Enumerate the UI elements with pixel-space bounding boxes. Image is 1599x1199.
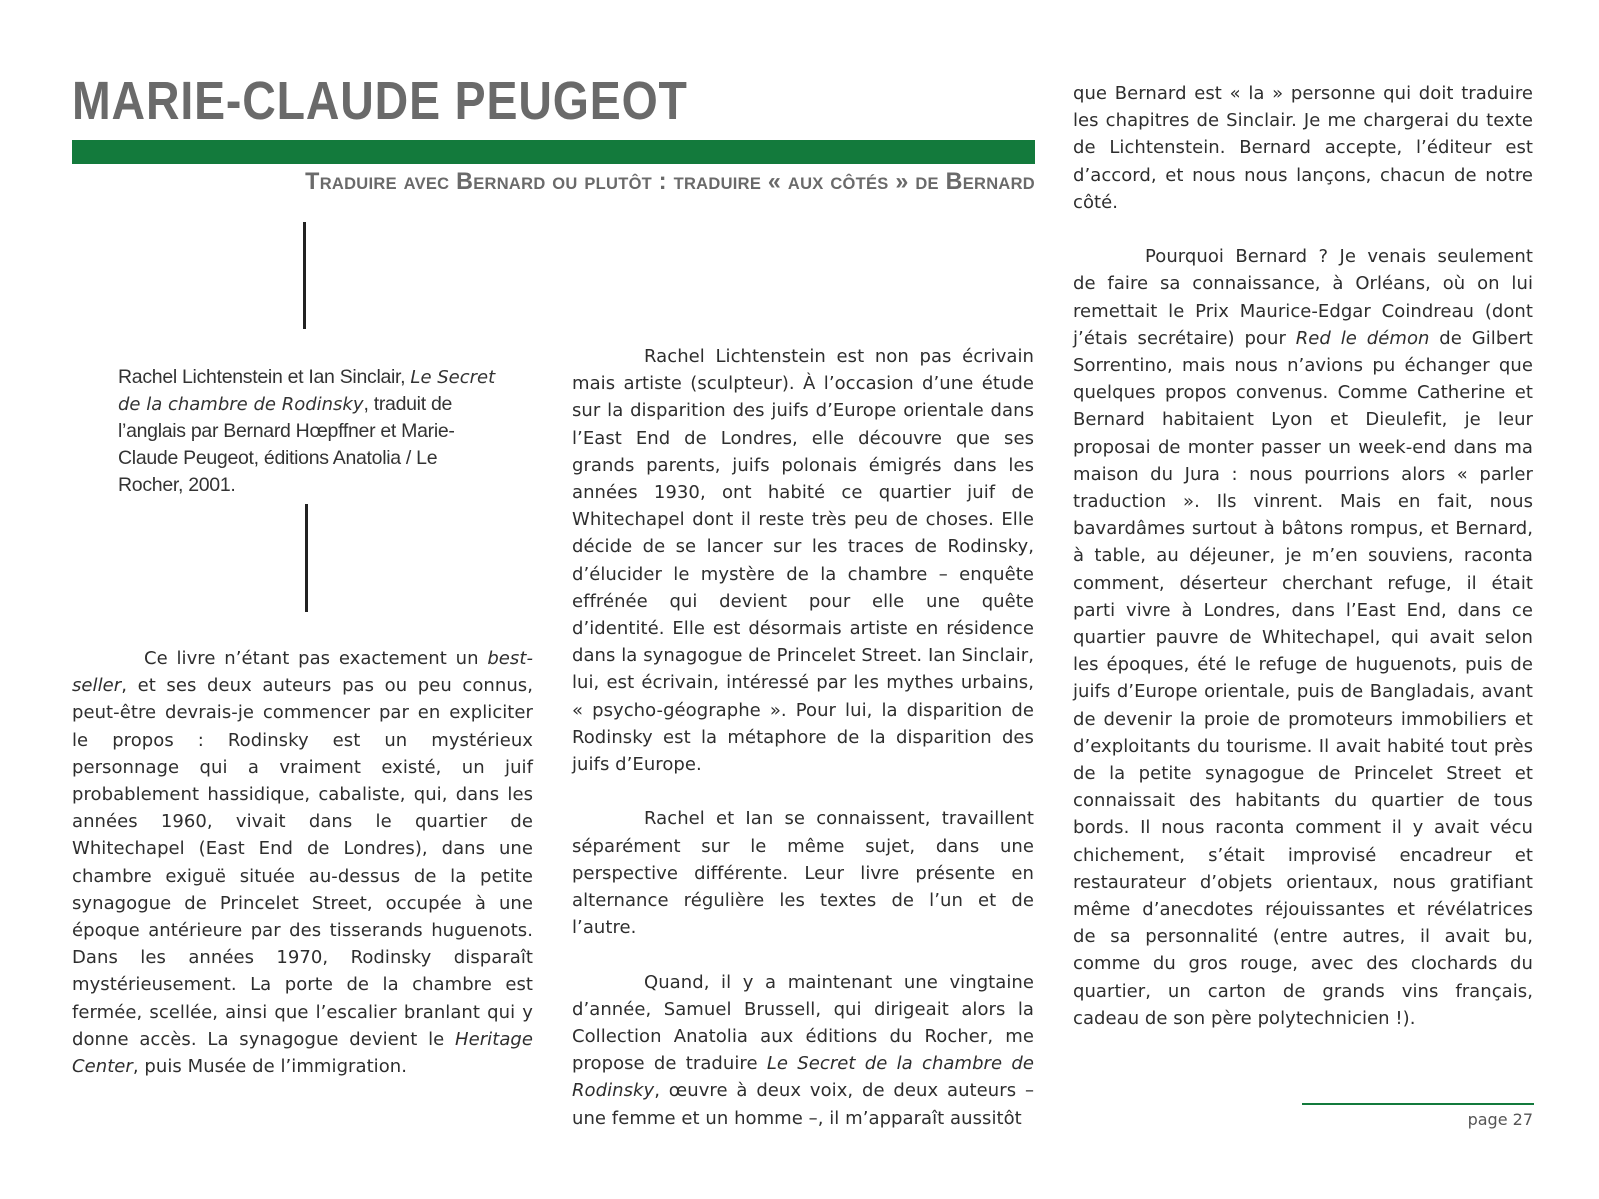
text-run: , et ses deux auteurs pas ou peu connus, peut-être devrais-je commencer par en expliciter le propos : Rodinsky est un mystérieux personnage qui a vraiment existé, un juif probablement hassidique, cabaliste, qui, dans les années 1960, vivait dans le quartier de Whitechapel (East End de Londres), dans une chambre exiguë située au-dessus de la petite synagogue de Princelet Street, occupée à une époque antérieure par des tisserands huguenots. Dans les années 1970, Rodinsky disparaît mystérieusement. La porte de la chambre est fermée, scellée, ainsi que l’escalier branlant qui y donne accès. La synagogue devient le — [72, 675, 533, 1050]
article-subtitle: Traduire avec Bernard ou plutôt : traduire « aux côtés » de Bernard — [305, 168, 1036, 195]
caption-book-title: Le Secret de la chambre de Rodinsky — [118, 367, 496, 415]
italic-run: Heritage Center — [72, 1028, 533, 1078]
paragraph: Rachel Lichtenstein est non pas écrivain mais artiste (sculpteur). À l’occasion d’une étude sur la disparition des juifs d’Europe orientale dans l’East End de Londres, elle découvre que ses grands parents, juifs polonais émigrés dans les années 1930, ont habité ce quartier juif de Whitechapel dont il reste très peu de choses. Elle décide de se lancer sur les traces de Rodinsky, d’élucider le mystère de la chambre – enquête effrénée qui devient pour elle une quête d’identité. Elle est désormais artiste en résidence dans la synagogue de Princelet Street. Ian Sinclair, lui, est écrivain, intéressé par les mythes urbains, « psycho-géographe ». Pour lui, la disparition de Rodinsky est la métaphore de la disparition des juifs d’Europe. — [572, 346, 1034, 776]
caption-rule-bottom — [305, 504, 308, 612]
page-number: page 27 — [1467, 1110, 1533, 1129]
italic-run: Le Secret de la chambre de Rodinsky — [572, 1053, 1034, 1102]
text-column-1 — [72, 645, 533, 1080]
caption-authors: Rachel Lichtenstein et Ian Sinclair, — [118, 366, 411, 388]
text-run: Pourquoi Bernard ? Je venais seulement de faire sa connaissance, à Orléans, où on lui remettait le Prix Maurice-Edgar Coindreau (dont j’étais secrétaire) pour — [1073, 246, 1533, 349]
paragraph — [572, 969, 1034, 1132]
text-run: , œuvre à deux voix, de deux auteurs – une femme et un homme –, il m’apparaît aussitôt — [572, 1080, 1034, 1129]
text-run: Ce livre n’étant pas exactement un — [144, 648, 488, 669]
text-run: de Gilbert Sorrentino, mais nous n’avions pu échanger que quelques propos convenus. Comme Catherine et Bernard habitaient Lyon et Dieulefit, je leur proposai de monter passer un week-end dans ma maison du Jura : nous pourrions alors « parler traduction ». Ils vinrent. Mais en fait, nous bavardâmes surtout à bâtons rompus, et Bernard, à table, au déjeuner, je m’en souviens, raconta comment, déserteur cherchant refuge, il était parti vivre à Londres, dans l’East End, dans ce quartier pauvre de Whitechapel, qui avait selon les époques, été le refuge de huguenots, puis de juifs d’Europe orientale, puis de Bangladais, avant de devenir la proie de promoteurs immobiliers et d’exploitants du tourisme. Il avait habité tout près de la petite synagogue de Princelet Street et connaissait des habitants du quartier de tous bords. Il nous raconta comment il y avait vécu chichement, s’était improvisé encadreur et restaurateur d’objets orientaux, nous gratifiant même d’anecdotes réjouissantes et révélatrices de sa personnalité (entre autres, il avait bu, comme du gros rouge, avec des clochards du quartier, un carton de grands vins français, cadeau de son père polytechnicien !). — [1073, 327, 1533, 1029]
footer-rule — [1302, 1103, 1534, 1105]
italic-run: best-seller — [72, 648, 533, 697]
text-column-3 — [1073, 80, 1533, 1032]
header-accent-bar — [72, 140, 1035, 164]
paragraph — [72, 645, 533, 1080]
paragraph: que Bernard est « la » personne qui doit traduire les chapitres de Sinclair. Je me chargerai du texte de Lichtenstein. Bernard accepte, l’éditeur est d’accord, et nous nous lançons, chacun de notre côté. — [1073, 83, 1533, 213]
book-caption — [118, 364, 498, 499]
paragraph — [1073, 243, 1533, 1032]
paragraph: Rachel et Ian se connaissent, travaillent séparément sur le même sujet, dans une perspective différente. Leur livre présente en alternance régulière les textes de l’un et de l’autre. — [572, 808, 1034, 939]
text-column-2 — [572, 343, 1034, 1132]
author-name: MARIE-CLAUDE PEUGEOT — [72, 71, 688, 131]
text-run: , puis Musée de l’immigration. — [132, 1056, 408, 1078]
caption-rule-top — [303, 222, 306, 329]
caption-details: , traduit de l’anglais par Bernard Hœpffner et Marie-Claude Peugeot, éditions Anatolia / Le Rocher, 2001. — [118, 393, 455, 496]
italic-run: Red le démon — [1295, 327, 1430, 349]
text-run: Quand, il y a maintenant une vingtaine d’année, Samuel Brussell, qui dirigeait alors la Collection Anatolia aux éditions du Rocher, me propose de traduire — [572, 971, 1034, 1075]
